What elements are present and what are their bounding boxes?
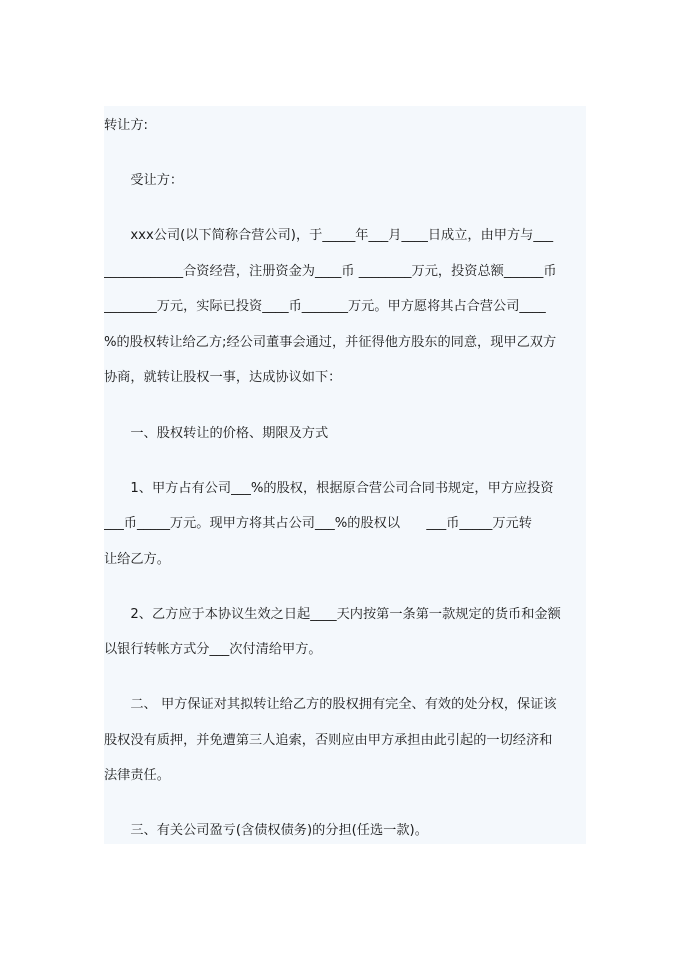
section-2-line-1: 二、 甲方保证对其拟转让给乙方的股权拥有完全、有效的处分权，保证该 xyxy=(104,697,557,712)
intro-line-1: xxx公司(以下简称合营公司)，于_____年___月____日成立，由甲方与___ xyxy=(104,228,554,243)
intro-line-2: ____________合资经营，注册资金为____币 ________万元，投资总额______币 xyxy=(104,264,557,279)
clause-1-line-3: 让给乙方。 xyxy=(104,552,170,567)
section-2-line-3: 法律责任。 xyxy=(104,768,170,783)
intro-line-3: ________万元，实际已投资____币_______万元。甲方愿将其占合营公司____ xyxy=(104,299,546,314)
clause-1-line-2: ___币_____万元。现甲方将其占公司___%的股权以 ___币_____万元转 xyxy=(104,516,532,531)
transferor-label: 转让方: xyxy=(104,118,149,133)
transferee-label: 受让方： xyxy=(104,173,184,188)
section-heading-3: 三、有关公司盈亏(含债权债务)的分担(任选一款)。 xyxy=(104,823,428,838)
intro-line-4: %的股权转让给乙方;经公司董事会通过，并征得他方股东的同意，现甲乙双方 xyxy=(104,335,557,350)
clause-2-line-2: 以银行转帐方式分___次付清给甲方。 xyxy=(104,642,322,657)
section-2-line-2: 股权没有质押，并免遭第三人追索，否则应由甲方承担由此引起的一切经济和 xyxy=(104,733,553,748)
intro-line-5: 协商，就转让股权一事，达成协议如下： xyxy=(104,370,342,385)
clause-2-line-1: 2、乙方应于本协议生效之日起____天内按第一条第一款规定的货币和金额 xyxy=(104,607,561,622)
section-heading-1: 一、股权转让的价格、期限及方式 xyxy=(104,426,329,441)
clause-1-line-1: 1、甲方占有公司___%的股权，根据原合营公司合同书规定，甲方应投资 xyxy=(104,481,554,496)
